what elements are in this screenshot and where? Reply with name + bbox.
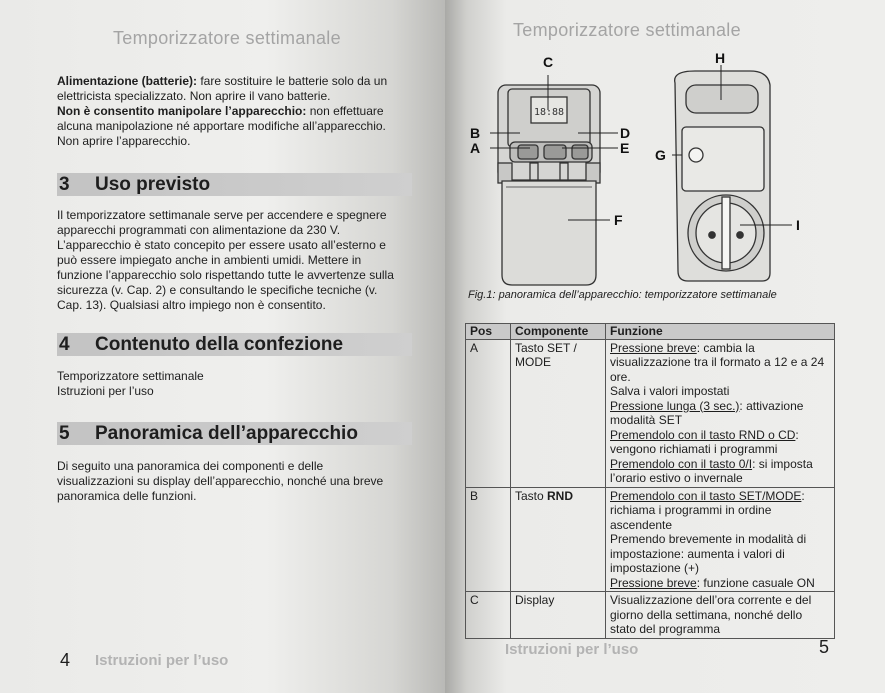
display-reading: 18:88 bbox=[533, 107, 565, 118]
device-overview-figure bbox=[450, 45, 850, 290]
body-line: Di seguito una panoramica dei componenti e delle bbox=[57, 459, 324, 473]
callout-label-c: C bbox=[543, 54, 554, 70]
callout-label-d: D bbox=[620, 125, 631, 141]
body-line: Il temporizzatore settimanale serve per accendere e spegnere bbox=[57, 208, 387, 222]
pos-cell: B bbox=[466, 487, 511, 592]
section-title: Contenuto della confezione bbox=[95, 333, 344, 355]
right-running-title: Temporizzatore settimanale bbox=[513, 20, 741, 40]
section-title: Panoramica dell’apparecchio bbox=[95, 422, 358, 444]
table-header-row bbox=[466, 324, 835, 340]
column-header: Pos bbox=[466, 324, 511, 340]
callout-label-b: B bbox=[470, 125, 481, 141]
section-body-panoramica bbox=[57, 459, 427, 504]
function-cell: Premendolo con il tasto SET/MODE: richiama i programmi in ordine ascendente Premendo brevemente in modalità di impostazione: aumenta i valori di impostazione (+) Pressione breve: funzione casuale ON bbox=[606, 487, 835, 592]
component-cell: Tasto RND bbox=[511, 487, 606, 592]
body-line: Cap. 13). Qualsiasi altro impiego non è consentito. bbox=[57, 298, 326, 312]
left-running-title: Temporizzatore settimanale bbox=[113, 28, 341, 48]
warning-line: Alimentazione (batterie): fare sostituire le batterie solo da un bbox=[57, 74, 388, 88]
callout-label-h: H bbox=[715, 50, 726, 66]
body-line: funzione l’apparecchio solo rispettando tutte le avvertenze sulla bbox=[57, 268, 394, 282]
body-line: apparecchi programmati con alimentazione da 230 V. bbox=[57, 223, 341, 237]
callout-label-e: E bbox=[620, 140, 630, 156]
body-line: Temporizzatore settimanale bbox=[57, 369, 204, 383]
body-line: sicurezza (v. Cap. 2) e consultando le specifiche tecniche (v. bbox=[57, 283, 378, 297]
table-row bbox=[466, 487, 835, 592]
component-cell: Tasto SET / MODE bbox=[511, 339, 606, 487]
body-line: panoramica delle funzioni. bbox=[57, 489, 197, 503]
table-row bbox=[466, 339, 835, 487]
callout-label-a: A bbox=[470, 140, 481, 156]
page-number: 4 bbox=[60, 650, 71, 670]
components-table bbox=[465, 323, 835, 639]
section-number: 3 bbox=[59, 173, 70, 195]
section-title: Uso previsto bbox=[95, 173, 211, 195]
pos-cell: A bbox=[466, 339, 511, 487]
component-cell: Display bbox=[511, 592, 606, 639]
timer-back-illustration bbox=[675, 71, 770, 281]
section-body-uso-previsto bbox=[57, 208, 427, 313]
callout-label-i: I bbox=[796, 217, 800, 233]
function-cell: Visualizzazione dell’ora corrente e del giorno della settimana, nonché dello stato del programma bbox=[606, 592, 835, 639]
pos-cell: C bbox=[466, 592, 511, 639]
body-line: può essere impiegato anche in ambienti umidi. Mettere in bbox=[57, 253, 362, 267]
section-heading-uso-previsto bbox=[57, 173, 412, 196]
section-number: 5 bbox=[59, 422, 70, 444]
column-header: Componente bbox=[511, 324, 606, 340]
section-number: 4 bbox=[59, 333, 70, 355]
warning-line: Non è consentito manipolare l’apparecchio: non effettuare bbox=[57, 104, 384, 118]
callout-label-g: G bbox=[655, 147, 666, 163]
body-line: Istruzioni per l’uso bbox=[57, 384, 154, 398]
section-heading-contenuto bbox=[57, 333, 412, 356]
footer-title: Istruzioni per l’uso bbox=[505, 641, 639, 658]
warning-paragraph bbox=[57, 74, 427, 149]
body-line: visualizzazioni su display dell’apparecchio, nonché una breve bbox=[57, 474, 384, 488]
column-header: Funzione bbox=[606, 324, 835, 340]
footer-title: Istruzioni per l’uso bbox=[95, 652, 229, 669]
warning-line: alcuna manipolazione né apportare modifiche all’apparecchio. bbox=[57, 119, 386, 133]
warning-line: elettricista specializzato. Non aprire il vano batterie. bbox=[57, 89, 331, 103]
section-heading-panoramica bbox=[57, 422, 412, 445]
figure-caption: Fig.1: panoramica dell’apparecchio: temporizzatore settimanale bbox=[468, 289, 777, 301]
right-page bbox=[445, 0, 885, 693]
table-row bbox=[466, 592, 835, 639]
page-number: 5 bbox=[819, 637, 830, 657]
body-line: L’apparecchio è stato concepito per essere usato all’esterno e bbox=[57, 238, 386, 252]
callout-label-f: F bbox=[614, 212, 623, 228]
function-cell: Pressione breve: cambia la visualizzazione tra il formato a 12 e a 24 ore. Salva i valori impostati Pressione lunga (3 sec.): attivazione modalità SET Premendolo con il tasto RND o CD: vengono richiamati i programmi Premendolo con il tasto 0/I: si imposta l’orario estivo o invernale bbox=[606, 339, 835, 487]
warning-line: Non aprire l’apparecchio. bbox=[57, 134, 191, 148]
section-body-contenuto bbox=[57, 369, 427, 399]
